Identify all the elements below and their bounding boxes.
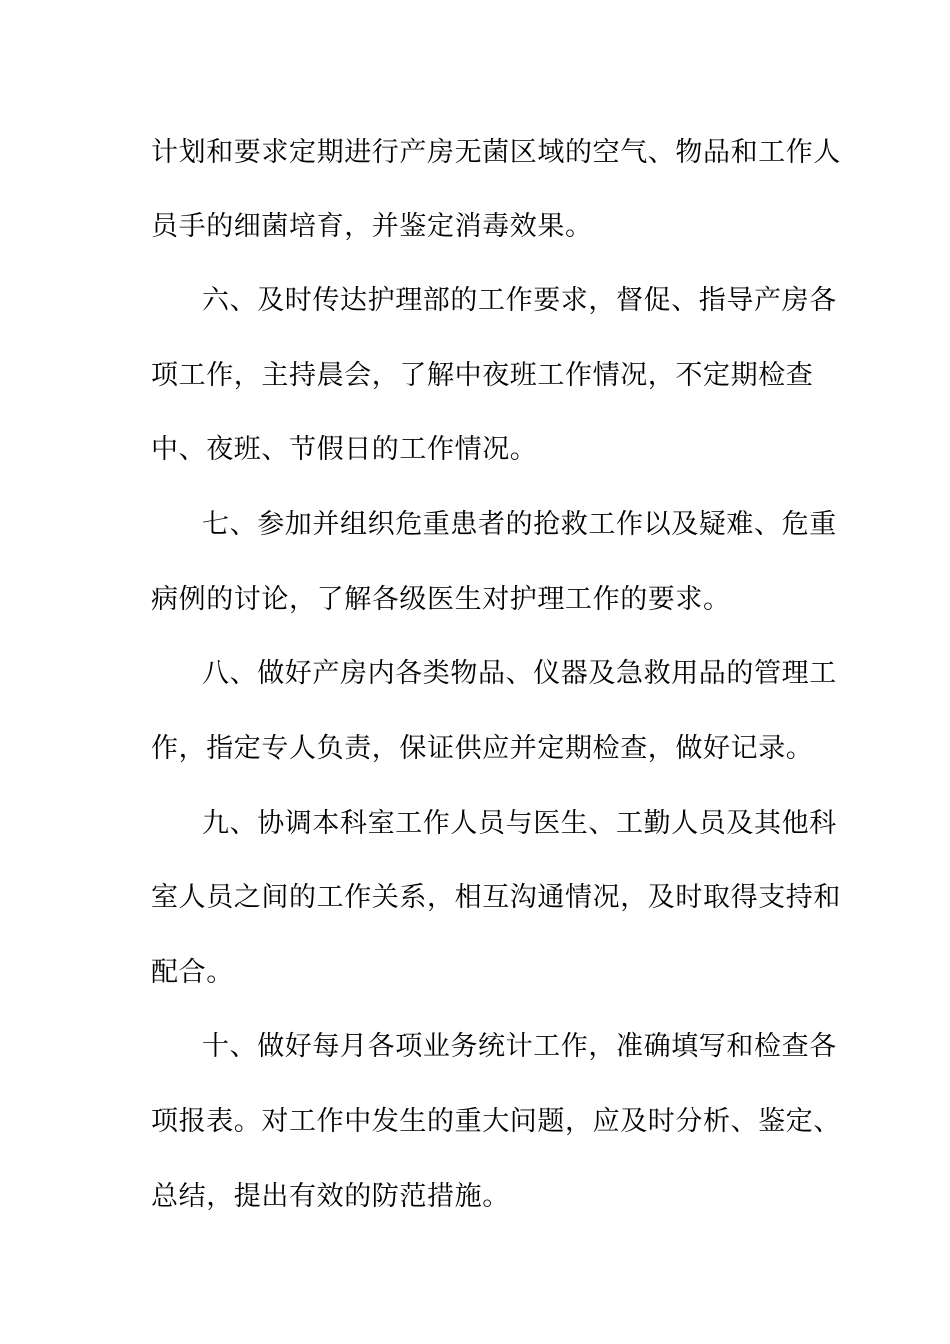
- text-line: 项报表。对工作中发生的重大问题，应及时分析、鉴定、: [151, 1106, 841, 1137]
- paragraph-seven-start: 七、参加并组织危重患者的抢救工作以及疑难、危重: [202, 509, 837, 540]
- text-line: 计划和要求定期进行产房无菌区域的空气、物品和工作人: [151, 137, 841, 168]
- text-line: 病例的讨论，了解各级医生对护理工作的要求。: [151, 584, 731, 615]
- paragraph-nine-start: 九、协调本科室工作人员与医生、工勤人员及其他科: [202, 808, 837, 839]
- text-line: 配合。: [151, 957, 234, 988]
- paragraph-ten-start: 十、做好每月各项业务统计工作，准确填写和检查各: [202, 1031, 837, 1062]
- text-line: 中、夜班、节假日的工作情况。: [151, 434, 538, 465]
- text-line: 室人员之间的工作关系，相互沟通情况，及时取得支持和: [151, 882, 841, 913]
- text-line: 项工作，主持晨会，了解中夜班工作情况，不定期检查: [151, 360, 814, 391]
- text-line: 总结，提出有效的防范措施。: [151, 1181, 510, 1212]
- paragraph-six-start: 六、及时传达护理部的工作要求，督促、指导产房各: [202, 285, 837, 316]
- paragraph-eight-start: 八、做好产房内各类物品、仪器及急救用品的管理工: [202, 658, 837, 689]
- text-line: 员手的细菌培育，并鉴定消毒效果。: [151, 211, 593, 242]
- text-line: 作，指定专人负责，保证供应并定期检查，做好记录。: [151, 733, 814, 764]
